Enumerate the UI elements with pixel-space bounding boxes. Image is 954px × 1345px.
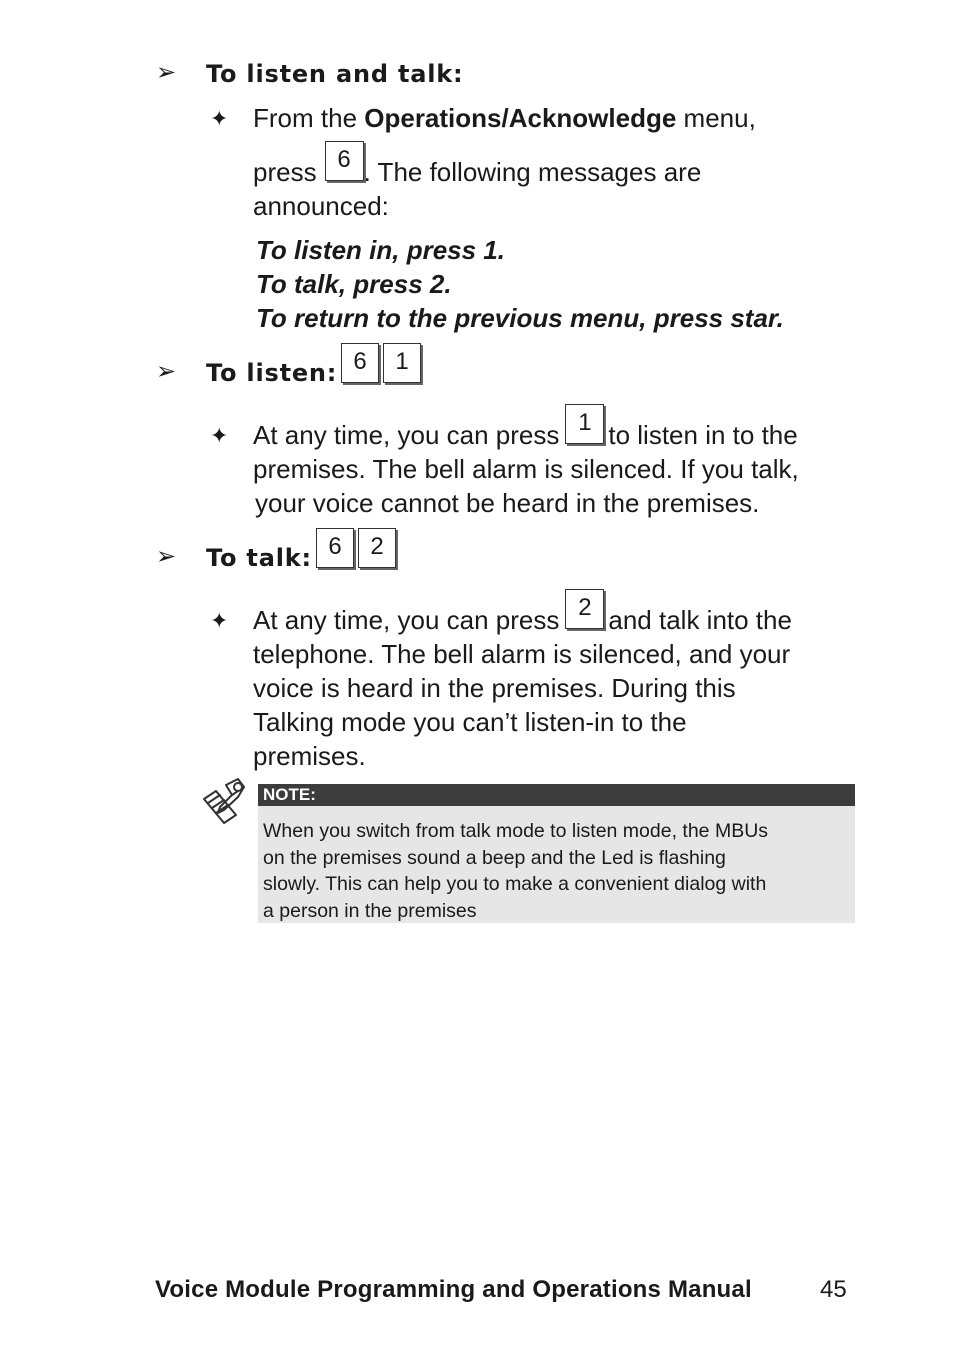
key-2: 2 xyxy=(565,589,604,629)
instruction-text-c: . The following messages are xyxy=(363,157,702,187)
instruction-text-b: menu, xyxy=(676,103,756,133)
key-sequence-listen xyxy=(341,343,421,383)
note-line: slowly. This can help you to make a convenient dialog with xyxy=(263,873,767,895)
arrow-bullet-icon: ➢ xyxy=(156,543,177,570)
star-bullet-icon: ✦ xyxy=(210,608,229,633)
arrow-bullet-icon: ➢ xyxy=(156,358,177,385)
note-body xyxy=(263,818,853,924)
talk-text-before: At any time, you can press xyxy=(253,605,560,635)
note-box xyxy=(258,784,855,923)
instruction-line-1 xyxy=(253,101,756,135)
note-line: a person in the premises xyxy=(263,899,477,922)
press-word: press xyxy=(253,157,317,187)
page-number: 45 xyxy=(820,1276,847,1303)
talk-line-4: Talking mode you can’t listen-in to the xyxy=(253,707,687,737)
talk-line-5: premises. xyxy=(253,741,366,771)
listen-text-before: At any time, you can press xyxy=(253,420,560,450)
listen-text-after: to listen in to the xyxy=(608,420,798,450)
listen-line-2: premises. The bell alarm is silenced. If you talk, xyxy=(253,454,799,484)
note-label: NOTE: xyxy=(258,784,855,806)
footer-title: Voice Module Programming and Operations Manual xyxy=(155,1276,752,1303)
star-bullet-icon: ✦ xyxy=(210,423,229,448)
instruction-text-a: From the xyxy=(253,103,365,133)
key-6: 6 xyxy=(341,343,379,383)
key-1: 1 xyxy=(383,343,421,383)
key-sequence-talk xyxy=(316,528,396,568)
note-line: on the premises sound a beep and the Led is flashing xyxy=(263,846,726,869)
announced-message-2: To talk, press 2. xyxy=(256,269,452,299)
note-line: When you switch from talk mode to listen mode, the MBUs xyxy=(263,820,769,842)
announced-message-1: To listen in, press 1. xyxy=(256,235,505,265)
menu-name: Operations/Acknowledge xyxy=(364,103,677,133)
key-6: 6 xyxy=(316,528,354,568)
talk-line-2: telephone. The bell alarm is silenced, and your xyxy=(253,639,791,669)
announced-message-3: To return to the previous menu, press star. xyxy=(256,303,784,333)
key-2: 2 xyxy=(358,528,396,568)
note-pencil-icon xyxy=(198,777,250,827)
key-6: 6 xyxy=(325,141,364,181)
key-1: 1 xyxy=(565,404,604,444)
instruction-line-3: announced: xyxy=(253,191,389,221)
section-heading-listen-and-talk: To listen and talk: xyxy=(206,60,464,88)
listen-line-3: your voice cannot be heard in the premises. xyxy=(255,488,760,518)
talk-text-after: and talk into the xyxy=(608,605,792,635)
section-heading-listen: To listen: xyxy=(206,359,338,387)
star-bullet-icon: ✦ xyxy=(210,106,229,131)
arrow-bullet-icon: ➢ xyxy=(156,59,177,86)
talk-line-3: voice is heard in the premises. During this xyxy=(253,673,736,703)
section-heading-talk: To talk: xyxy=(206,544,312,572)
